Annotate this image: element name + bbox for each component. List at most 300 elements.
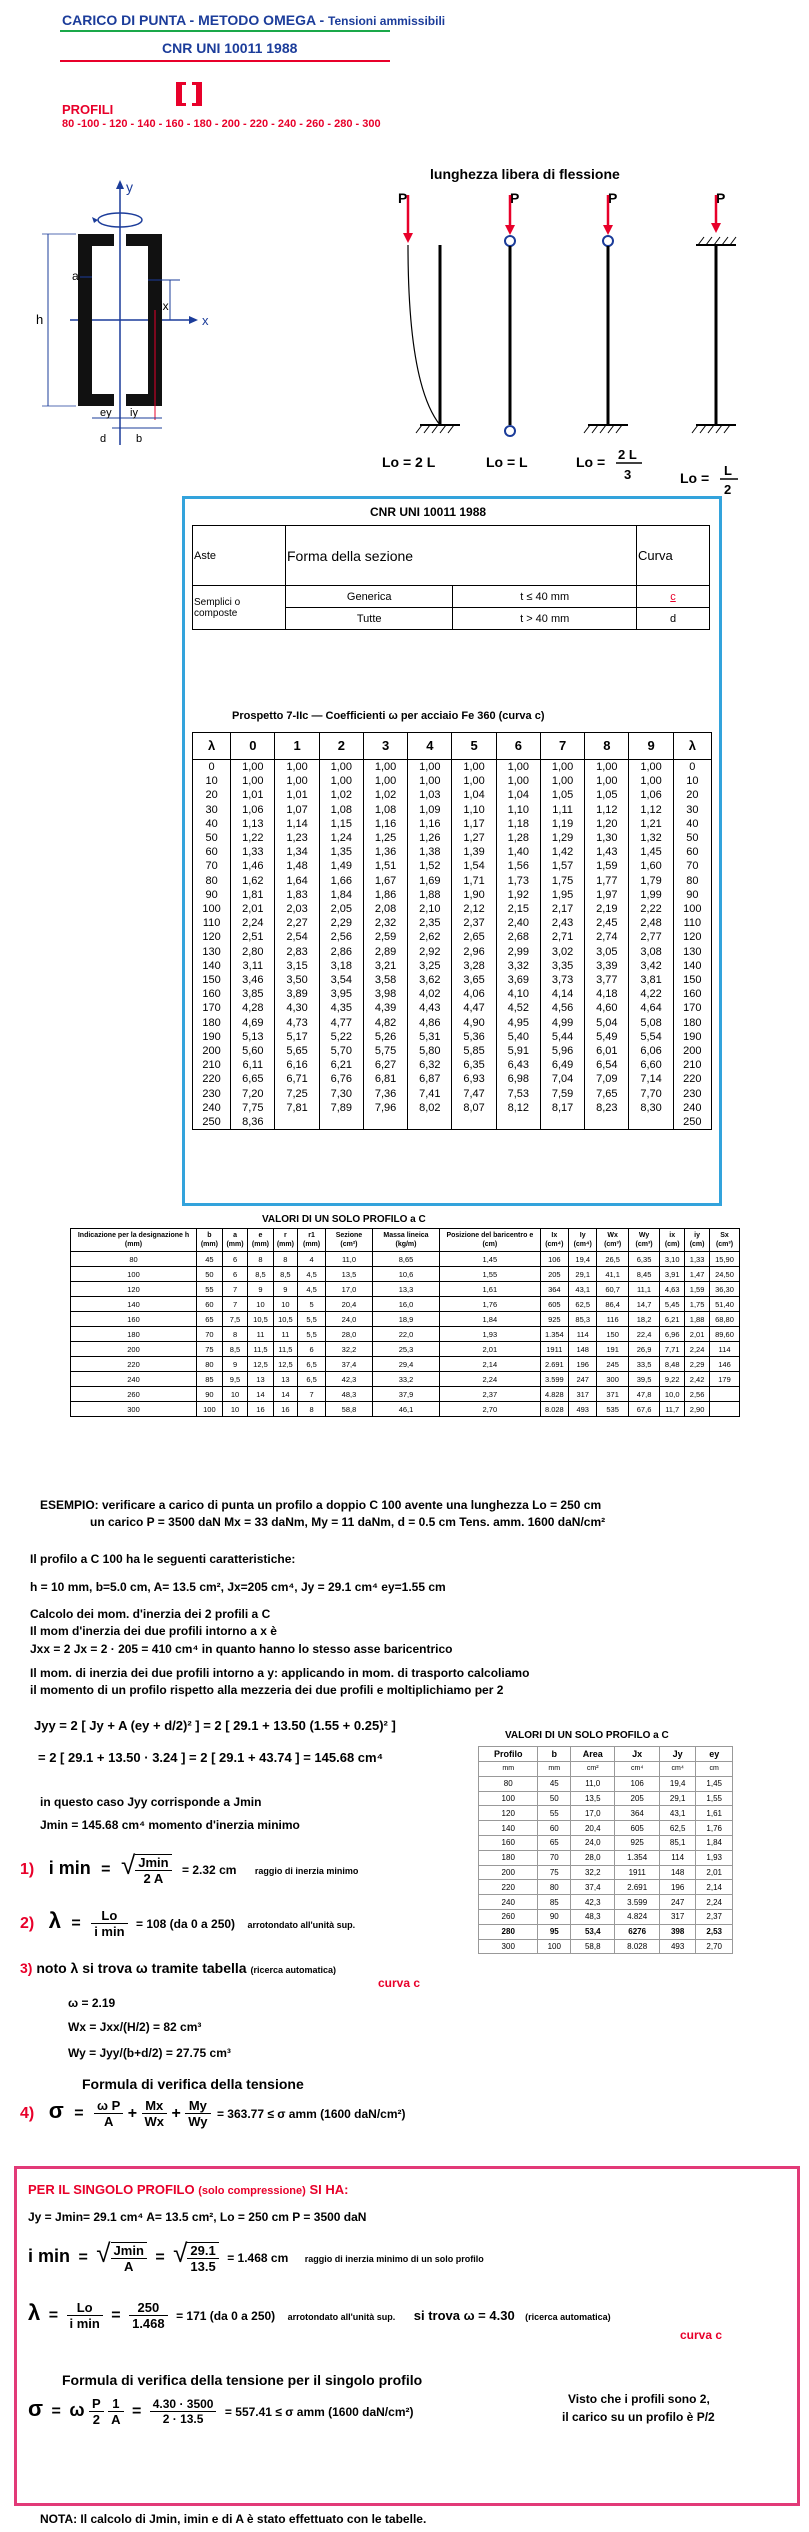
profile-cell: 6,96 bbox=[660, 1327, 685, 1342]
profile-cell: 6 bbox=[222, 1252, 247, 1267]
omega-cell: 170 bbox=[673, 1001, 711, 1015]
omega-cell: 120 bbox=[193, 930, 231, 944]
omega-cell: 210 bbox=[673, 1058, 711, 1072]
small-cell: 1.354 bbox=[615, 1850, 659, 1865]
omega-cell bbox=[408, 1115, 452, 1130]
omega-cell: 1,62 bbox=[231, 874, 275, 888]
profile-cell: 33,5 bbox=[628, 1357, 659, 1372]
table-row bbox=[193, 774, 712, 788]
table-row bbox=[193, 973, 712, 987]
omega-cell bbox=[496, 1115, 540, 1130]
omega-cell: 8,12 bbox=[496, 1101, 540, 1115]
small-cell: 29,1 bbox=[659, 1791, 696, 1806]
small-cell: 364 bbox=[615, 1806, 659, 1821]
omega-col-header: 3 bbox=[363, 733, 407, 760]
profile-cell: 75 bbox=[196, 1342, 222, 1357]
omega-cell: 1,69 bbox=[408, 874, 452, 888]
profile-cell: 9 bbox=[248, 1282, 273, 1297]
small-cell: 2,37 bbox=[696, 1909, 733, 1924]
profile-cell: 10,5 bbox=[273, 1312, 297, 1327]
small-cell: 140 bbox=[479, 1821, 538, 1836]
profile-cell: 12,5 bbox=[273, 1357, 297, 1372]
profile-cell: 7 bbox=[222, 1297, 247, 1312]
profile-cell: 6,5 bbox=[298, 1357, 326, 1372]
small-cell: 80 bbox=[538, 1880, 571, 1895]
omega-cell: 250 bbox=[673, 1115, 711, 1130]
small-cell: 100 bbox=[538, 1939, 571, 1954]
omega-cell: 220 bbox=[193, 1072, 231, 1086]
omega-cell: 1,57 bbox=[540, 859, 584, 873]
svg-text:b: b bbox=[136, 433, 143, 445]
omega-cell: 4,52 bbox=[496, 1001, 540, 1015]
omega-cell: 4,39 bbox=[363, 1001, 407, 1015]
omega-coefficients-table bbox=[192, 732, 712, 1130]
profili-label: PROFILI bbox=[62, 102, 114, 117]
omega-cell: 4,86 bbox=[408, 1016, 452, 1030]
table-row bbox=[479, 1909, 733, 1924]
profile-cell: 140 bbox=[71, 1297, 197, 1312]
omega-cell: 8,23 bbox=[585, 1101, 629, 1115]
omega-cell: 5,26 bbox=[363, 1030, 407, 1044]
profile-cell: 5,5 bbox=[298, 1327, 326, 1342]
omega-cell: 1,02 bbox=[319, 788, 363, 802]
omega-cell: 7,20 bbox=[231, 1087, 275, 1101]
profile-cell: 29,1 bbox=[569, 1267, 597, 1282]
small-col-header: Area bbox=[571, 1747, 615, 1762]
small-cell: 90 bbox=[538, 1909, 571, 1924]
omega-cell: 1,10 bbox=[452, 803, 496, 817]
omega-cell: 1,01 bbox=[231, 788, 275, 802]
table-row bbox=[193, 817, 712, 831]
omega-cell: 1,38 bbox=[408, 845, 452, 859]
profile-cell: 8 bbox=[273, 1252, 297, 1267]
omega-cell: 8,02 bbox=[408, 1101, 452, 1115]
single-lambda: λ = $\frac{Lo}{\text{i min}}$ = $\frac{250}{1.468}$ = 171 (da 0 a 250) arrotondato all'unità sup. si trova ω = 4.30 (ricerca automatica) bbox=[28, 2300, 611, 2332]
profile-cell: 11,7 bbox=[660, 1402, 685, 1417]
omega-cell: 7,89 bbox=[319, 1101, 363, 1115]
table-row bbox=[71, 1372, 740, 1387]
omega-cell: 2,56 bbox=[319, 930, 363, 944]
small-cell: 8.028 bbox=[615, 1939, 659, 1954]
profile-cell: 7 bbox=[222, 1282, 247, 1297]
svg-text:h: h bbox=[36, 312, 44, 327]
omega-cell: 5,75 bbox=[363, 1044, 407, 1058]
omega-cell: 3,65 bbox=[452, 973, 496, 987]
small-cell: 17,0 bbox=[571, 1806, 615, 1821]
omega-cell: 5,17 bbox=[275, 1030, 319, 1044]
profile-cell: 11,0 bbox=[326, 1252, 373, 1267]
omega-cell: 6,01 bbox=[585, 1044, 629, 1058]
omega-cell: 6,98 bbox=[496, 1072, 540, 1086]
svg-text:P: P bbox=[716, 190, 726, 206]
profile-col-header: Wy (cm³) bbox=[628, 1229, 659, 1252]
omega-cell: 1,02 bbox=[363, 788, 407, 802]
svg-text:2: 2 bbox=[724, 482, 732, 495]
table-row bbox=[193, 760, 712, 775]
omega-cell bbox=[452, 1115, 496, 1130]
profile-cell: 32,2 bbox=[326, 1342, 373, 1357]
omega-cell: 3,73 bbox=[540, 973, 584, 987]
profile-cell: 1,33 bbox=[685, 1252, 710, 1267]
omega-cell: 1,56 bbox=[496, 859, 540, 873]
profile-cell: 85,3 bbox=[569, 1312, 597, 1327]
profile-col-header: Sx (cm³) bbox=[710, 1229, 740, 1252]
single-sigma: σ = ω $\frac{P}{2}$ $\frac{1}{A}$ = $\frac{4.30 \cdot 3500}{2 \cdot 13.5}$ = 557.41 ≤ σ amm (1600 daN/cm²) bbox=[28, 2396, 414, 2428]
omega-cell: 5,40 bbox=[496, 1030, 540, 1044]
table-row bbox=[479, 1939, 733, 1954]
profile-cell: 60 bbox=[196, 1297, 222, 1312]
table-row bbox=[479, 1865, 733, 1880]
omega-cell: 3,21 bbox=[363, 959, 407, 973]
profile-cell: 3.599 bbox=[540, 1372, 568, 1387]
omega-cell: 1,83 bbox=[275, 888, 319, 902]
omega-cell: 8,17 bbox=[540, 1101, 584, 1115]
omega-cell: 1,08 bbox=[363, 803, 407, 817]
profile-cell: 2,24 bbox=[440, 1372, 541, 1387]
profile-cell: 371 bbox=[597, 1387, 629, 1402]
table-row bbox=[71, 1282, 740, 1297]
small-cell: 300 bbox=[479, 1939, 538, 1954]
omega-cell: 1,95 bbox=[540, 888, 584, 902]
omega-cell: 200 bbox=[193, 1044, 231, 1058]
omega-cell: 40 bbox=[673, 817, 711, 831]
table-row bbox=[71, 1402, 740, 1417]
omega-cell: 1,27 bbox=[452, 831, 496, 845]
omega-cell: 6,65 bbox=[231, 1072, 275, 1086]
omega-value: ω = 2.19 bbox=[68, 1996, 116, 2010]
profile-cell: 1,45 bbox=[440, 1252, 541, 1267]
omega-cell: 1,15 bbox=[319, 817, 363, 831]
omega-cell: 6,21 bbox=[319, 1058, 363, 1072]
omega-cell: 4,47 bbox=[452, 1001, 496, 1015]
omega-cell: 7,25 bbox=[275, 1087, 319, 1101]
svg-text:ix: ix bbox=[160, 299, 169, 313]
profile-cell: 2,24 bbox=[685, 1342, 710, 1357]
svg-text:a: a bbox=[72, 269, 79, 283]
omega-cell: 1,05 bbox=[585, 788, 629, 802]
svg-text:P: P bbox=[510, 190, 520, 206]
small-cell: 6276 bbox=[615, 1924, 659, 1939]
profile-col-header: e (mm) bbox=[248, 1229, 273, 1252]
profile-cell: 26,5 bbox=[597, 1252, 629, 1267]
omega-cell: 6,27 bbox=[363, 1058, 407, 1072]
profile-cell: 42,3 bbox=[326, 1372, 373, 1387]
omega-cell: 3,28 bbox=[452, 959, 496, 973]
omega-cell: 6,93 bbox=[452, 1072, 496, 1086]
omega-cell: 7,53 bbox=[496, 1087, 540, 1101]
profile-cell: 7,71 bbox=[660, 1342, 685, 1357]
small-cell: 60 bbox=[538, 1821, 571, 1836]
omega-cell: 1,29 bbox=[540, 831, 584, 845]
profile-cell: 205 bbox=[540, 1267, 568, 1282]
small-col-unit: cm⁴ bbox=[659, 1762, 696, 1777]
small-col-unit: cm bbox=[696, 1762, 733, 1777]
profile-cell: 9 bbox=[222, 1357, 247, 1372]
small-cell: 95 bbox=[538, 1924, 571, 1939]
omega-cell: 3,39 bbox=[585, 959, 629, 973]
omega-cell: 5,80 bbox=[408, 1044, 452, 1058]
small-cell: 11,0 bbox=[571, 1776, 615, 1791]
omega-cell: 1,04 bbox=[452, 788, 496, 802]
omega-cell: 3,85 bbox=[231, 987, 275, 1001]
small-cell: 85 bbox=[538, 1895, 571, 1910]
profile-cell: 22,0 bbox=[372, 1327, 439, 1342]
omega-cell: 1,16 bbox=[363, 817, 407, 831]
omega-cell: 1,51 bbox=[363, 859, 407, 873]
omega-col-header: 8 bbox=[585, 733, 629, 760]
profile-cell: 2,14 bbox=[440, 1357, 541, 1372]
omega-cell: 1,01 bbox=[275, 788, 319, 802]
omega-cell: 3,25 bbox=[408, 959, 452, 973]
small-cell: 2,70 bbox=[696, 1939, 733, 1954]
small-cell: 2.691 bbox=[615, 1880, 659, 1895]
profile-cell: 17,0 bbox=[326, 1282, 373, 1297]
omega-cell: 120 bbox=[673, 930, 711, 944]
small-cell: 4.824 bbox=[615, 1909, 659, 1924]
table-row bbox=[71, 1312, 740, 1327]
profile-cell: 9,22 bbox=[660, 1372, 685, 1387]
profile-cell: 2,29 bbox=[685, 1357, 710, 1372]
omega-cell: 7,81 bbox=[275, 1101, 319, 1115]
table-row bbox=[193, 874, 712, 888]
profile-cell: 20,4 bbox=[326, 1297, 373, 1312]
omega-cell: 7,36 bbox=[363, 1087, 407, 1101]
omega-cell: 4,02 bbox=[408, 987, 452, 1001]
omega-cell: 230 bbox=[673, 1087, 711, 1101]
small-cell: 200 bbox=[479, 1865, 538, 1880]
profile-cell: 8 bbox=[298, 1402, 326, 1417]
omega-cell: 3,69 bbox=[496, 973, 540, 987]
omega-cell: 4,77 bbox=[319, 1016, 363, 1030]
axis-y-label: y bbox=[126, 179, 133, 195]
omega-cell: 3,89 bbox=[275, 987, 319, 1001]
profile-cell: 114 bbox=[569, 1327, 597, 1342]
profile-cell: 4,5 bbox=[298, 1282, 326, 1297]
omega-cell: 1,33 bbox=[231, 845, 275, 859]
omega-cell: 6,87 bbox=[408, 1072, 452, 1086]
omega-cell: 1,43 bbox=[585, 845, 629, 859]
small-cell: 398 bbox=[659, 1924, 696, 1939]
omega-cell: 1,79 bbox=[629, 874, 673, 888]
omega-cell: 70 bbox=[193, 859, 231, 873]
omega-cell: 1,00 bbox=[231, 774, 275, 788]
omega-cell: 250 bbox=[193, 1115, 231, 1130]
omega-cell: 180 bbox=[193, 1016, 231, 1030]
jyy-formula-1: Jyy = 2 [ Jy + A (ey + d/2)² ] = 2 [ 29.1 + 13.50 (1.55 + 0.25)² ] bbox=[34, 1718, 396, 1733]
omega-cell: 1,36 bbox=[363, 845, 407, 859]
omega-cell: 4,35 bbox=[319, 1001, 363, 1015]
omega-cell: 1,11 bbox=[540, 803, 584, 817]
table-row bbox=[193, 1072, 712, 1086]
profile-cell: 58,8 bbox=[326, 1402, 373, 1417]
c-profile-properties-table bbox=[70, 1228, 740, 1417]
table-row bbox=[71, 1357, 740, 1372]
omega-cell: 2,89 bbox=[363, 945, 407, 959]
omega-cell: 1,00 bbox=[540, 760, 584, 775]
profile-cell: 260 bbox=[71, 1387, 197, 1402]
profile-cell: 15,90 bbox=[710, 1252, 740, 1267]
omega-cell: 2,92 bbox=[408, 945, 452, 959]
profile-cell: 1,59 bbox=[685, 1282, 710, 1297]
small-cell: 13,5 bbox=[571, 1791, 615, 1806]
omega-cell: 6,81 bbox=[363, 1072, 407, 1086]
profile-cell: 8,5 bbox=[273, 1267, 297, 1282]
omega-cell: 7,14 bbox=[629, 1072, 673, 1086]
table-row bbox=[479, 1895, 733, 1910]
svg-text:Lo = L: Lo = L bbox=[486, 454, 528, 470]
omega-cell: 3,11 bbox=[231, 959, 275, 973]
small-cell: 65 bbox=[538, 1835, 571, 1850]
small-cell: 317 bbox=[659, 1909, 696, 1924]
small-cell: 148 bbox=[659, 1865, 696, 1880]
omega-cell: 3,77 bbox=[585, 973, 629, 987]
omega-col-header: 7 bbox=[540, 733, 584, 760]
omega-cell: 50 bbox=[673, 831, 711, 845]
profile-cell: 160 bbox=[71, 1312, 197, 1327]
omega-cell: 60 bbox=[193, 845, 231, 859]
profile-cell: 148 bbox=[569, 1342, 597, 1357]
profile-cell: 14 bbox=[248, 1387, 273, 1402]
table-row bbox=[479, 1924, 733, 1939]
profile-col-header: Iy (cm⁴) bbox=[569, 1229, 597, 1252]
omega-cell: 2,40 bbox=[496, 916, 540, 930]
omega-cell: 90 bbox=[193, 888, 231, 902]
profile-cell: 13,5 bbox=[326, 1267, 373, 1282]
omega-cell: 2,37 bbox=[452, 916, 496, 930]
small-cell: 114 bbox=[659, 1850, 696, 1865]
omega-cell: 190 bbox=[193, 1030, 231, 1044]
omega-cell: 2,12 bbox=[452, 902, 496, 916]
profile-cell: 4,63 bbox=[660, 1282, 685, 1297]
omega-cell: 1,49 bbox=[319, 859, 363, 873]
small-cell: 925 bbox=[615, 1835, 659, 1850]
profile-cell: 11,1 bbox=[628, 1282, 659, 1297]
profile-col-header: Wx (cm³) bbox=[597, 1229, 629, 1252]
omega-cell: 1,39 bbox=[452, 845, 496, 859]
profile-cell: 90 bbox=[196, 1387, 222, 1402]
small-cell: 493 bbox=[659, 1939, 696, 1954]
omega-cell: 1,14 bbox=[275, 817, 319, 831]
omega-cell: 1,77 bbox=[585, 874, 629, 888]
table-row bbox=[193, 788, 712, 802]
omega-cell: 1,24 bbox=[319, 831, 363, 845]
omega-cell: 1,19 bbox=[540, 817, 584, 831]
profile-cell: 150 bbox=[597, 1327, 629, 1342]
profile-cell: 220 bbox=[71, 1357, 197, 1372]
profile-cell: 36,30 bbox=[710, 1282, 740, 1297]
svg-text:iy: iy bbox=[130, 407, 138, 419]
omega-cell: 5,60 bbox=[231, 1044, 275, 1058]
profile-col-header: r1 (mm) bbox=[298, 1229, 326, 1252]
profile-cell: 1,61 bbox=[440, 1282, 541, 1297]
omega-cell: 7,96 bbox=[363, 1101, 407, 1115]
small-cell: 3.599 bbox=[615, 1895, 659, 1910]
table-row bbox=[71, 1327, 740, 1342]
omega-cell: 5,44 bbox=[540, 1030, 584, 1044]
omega-cell: 240 bbox=[673, 1101, 711, 1115]
omega-cell: 1,00 bbox=[319, 774, 363, 788]
omega-cell: 3,50 bbox=[275, 973, 319, 987]
table-row bbox=[193, 902, 712, 916]
omega-cell: 5,96 bbox=[540, 1044, 584, 1058]
omega-cell: 1,71 bbox=[452, 874, 496, 888]
omega-cell: 1,10 bbox=[496, 803, 540, 817]
section-diagram bbox=[30, 170, 330, 460]
omega-cell: 6,43 bbox=[496, 1058, 540, 1072]
omega-cell: 3,02 bbox=[540, 945, 584, 959]
omega-cell: 3,81 bbox=[629, 973, 673, 987]
omega-cell: 1,88 bbox=[408, 888, 452, 902]
profile-cell: 16 bbox=[248, 1402, 273, 1417]
omega-cell: 3,18 bbox=[319, 959, 363, 973]
profile-col-header: a (mm) bbox=[222, 1229, 247, 1252]
small-col-header: Jx bbox=[615, 1747, 659, 1762]
small-cell: 70 bbox=[538, 1850, 571, 1865]
profile-cell: 2,90 bbox=[685, 1402, 710, 1417]
profile-cell: 25,3 bbox=[372, 1342, 439, 1357]
omega-cell bbox=[319, 1115, 363, 1130]
small-cell: 2,14 bbox=[696, 1880, 733, 1895]
profile-cell: 45 bbox=[196, 1252, 222, 1267]
omega-cell bbox=[629, 1115, 673, 1130]
small-cell: 1,45 bbox=[696, 1776, 733, 1791]
omega-cell: 2,05 bbox=[319, 902, 363, 916]
omega-cell: 1,09 bbox=[408, 803, 452, 817]
profile-cell: 605 bbox=[540, 1297, 568, 1312]
profile-cell: 106 bbox=[540, 1252, 568, 1267]
omega-cell: 6,06 bbox=[629, 1044, 673, 1058]
omega-cell: 2,32 bbox=[363, 916, 407, 930]
svg-text:Lo =: Lo = bbox=[680, 470, 710, 486]
omega-cell bbox=[275, 1115, 319, 1130]
table-row bbox=[193, 987, 712, 1001]
omega-cell: 200 bbox=[673, 1044, 711, 1058]
profile-cell: 1,47 bbox=[685, 1267, 710, 1282]
omega-cell: 1,17 bbox=[452, 817, 496, 831]
small-cell: 180 bbox=[479, 1850, 538, 1865]
omega-cell: 1,21 bbox=[629, 817, 673, 831]
profile-cell: 43,1 bbox=[569, 1282, 597, 1297]
small-cell: 53,4 bbox=[571, 1924, 615, 1939]
step-3: 3) noto λ si trova ω tramite tabella (ricerca automatica) bbox=[20, 1960, 336, 1976]
profile-cell: 55 bbox=[196, 1282, 222, 1297]
omega-cell: 30 bbox=[673, 803, 711, 817]
omega-cell: 4,43 bbox=[408, 1001, 452, 1015]
small-col-header: b bbox=[538, 1747, 571, 1762]
profile-col-header: Posizione del baricentro e (cm) bbox=[440, 1229, 541, 1252]
small-col-header: Jy bbox=[659, 1747, 696, 1762]
norm-title: CNR UNI 10011 1988 bbox=[162, 40, 298, 56]
omega-cell: 2,24 bbox=[231, 916, 275, 930]
profile-cell: 16,0 bbox=[372, 1297, 439, 1312]
profile-cell: 1911 bbox=[540, 1342, 568, 1357]
omega-cell: 4,28 bbox=[231, 1001, 275, 1015]
omega-cell: 1,00 bbox=[408, 774, 452, 788]
omega-cell: 7,59 bbox=[540, 1087, 584, 1101]
profile-cell: 6,35 bbox=[628, 1252, 659, 1267]
profile-cell: 8,45 bbox=[628, 1267, 659, 1282]
table-row bbox=[193, 1044, 712, 1058]
omega-cell: 1,00 bbox=[275, 760, 319, 775]
small-cell: 55 bbox=[538, 1806, 571, 1821]
omega-cell: 3,08 bbox=[629, 945, 673, 959]
single-imin: i min = √ $\frac{Jmin}{A}$ = √ $\frac{29.1}{13.5}$ = 1.468 cm raggio di inerzia minimo di un solo profilo bbox=[28, 2238, 484, 2274]
omega-cell: 2,65 bbox=[452, 930, 496, 944]
small-col-header: Profilo bbox=[479, 1747, 538, 1762]
table-row bbox=[193, 859, 712, 873]
omega-cell bbox=[585, 1115, 629, 1130]
profile-cell: 6 bbox=[298, 1342, 326, 1357]
